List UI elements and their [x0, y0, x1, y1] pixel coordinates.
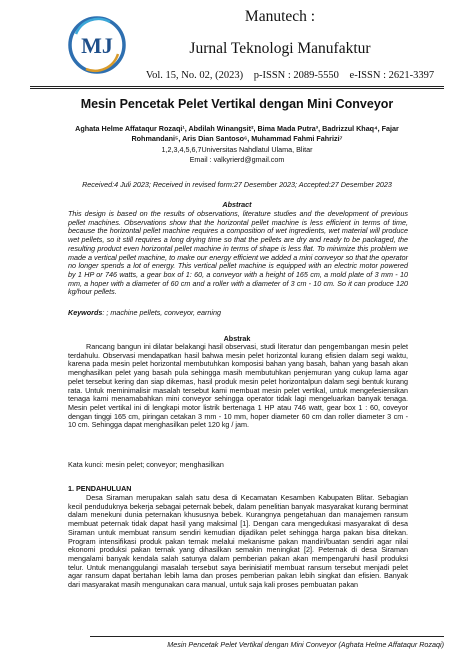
journal-title: Jurnal Teknologi Manufaktur [189, 40, 371, 57]
abstrak-heading: Abstrak [223, 334, 251, 343]
journal-name: Manutech : [244, 8, 316, 25]
keywords-line [68, 308, 408, 317]
paper-title: Mesin Pencetak Pelet Vertikal dengan Mini Conveyor [80, 97, 394, 111]
abstrak-text: Rancang bangun ini dilatar belakangi hasil observasi, studi literatur dan pengembangan mesin pelet terdahulu. Observasi mendapatkan hasil bahwa mesin pelet horizontal kurang efisien dalam segi waktu, karena pada mesin pelet horizontal membutuhkan komposisi bahan yang basah, bahan yang basah akan menghasilkan pelet yang basah pula sehingga masih membutuhkan penjemuran yang cukup lama agar pelet tersebut kering dan siap dikemas, hasil produk mesin pelet horizontalpun dalam segi bentuk kurang rata. Untuk meminimalisir masalah tersebut kami membuat mesin pelet vertikal, untuk mengefesiensikan tenaga kami menamabahkan mini conveyor sehingga operator tidak lagi mengeluarkan banyak tenaga. Mesin pelet vertikal ini di lengkapi motor listrik bertenaga 1 HP atau 746 watt, gear box 1 : 60, coveyor dengan tinggi 165 cm, piringan cetakan 3 mm - 10 mm, hoper diameter 60 cm dan roller diameter 3 cm - 10 cm. Sehingga dapat menghasilkan pelet 120 kg / jam. [68, 342, 408, 430]
affiliation: 1,2,3,4,5,6,7Universitas Nahdlatul Ulama, Blitar [161, 145, 313, 154]
section-text-pendahuluan: Desa Siraman merupakan salah satu desa di Kecamatan Kesamben Kabupaten Blitar. Sebagian kecil penduduknya bekerja sebagai peternak bebek, dalam penelitian banyak masyarakat kurang berminat dalam menekuni dunia peternakan khususnya bebek. Kurangnya pengetahuan dan manajemen ransum membuat peternak tidak dapat hasil yang maksimal [1]. Dengan cara mengedukasi masyarakat di desa Siraman untuk membuat ransum sendiri kemudian dijadikan pelet sehingga harga pakan bisa ditekan. Program intensifikasi produk pakan ternak melalui mekanisme pakan mandiri/buatan sendiri agar nilai ekonomi produksi pakan ternak yang dihasilkan semakin meningkat [2]. Peternak di desa Siraman mengalami banyak kendala salah satunya dalam pemberian pakan akan mempengaruhi hasil produksi telur. Untuk menanggulangi masalah tersebut saya berinisiatif membuat ransum tersebut menjadi pelet agar ransum dapat bertahan lebih lama dan proses pemberian pakan lebih singkat dan efisien. Banyak dari masyarakat masih mengunakan cara manual, untuk saja kali proses pembuatan pakan [68, 493, 408, 590]
section-heading-pendahuluan: 1. PENDAHULUAN [68, 484, 132, 493]
submission-dates: Received:4 Juli 2023; Received in revised form:27 Desember 2023; Accepted:27 Desember 2023 [82, 180, 392, 189]
journal-issue-line [130, 70, 450, 82]
author-line-1: Aghata Helme Affataqur Rozaqi¹, Abdilah Winangsit², Bima Mada Putra³, Badrizzul Khaq⁴, Fajar [75, 124, 399, 133]
journal-logo-icon [66, 14, 128, 76]
header-divider-second [30, 88, 444, 89]
email-address: Email : valkyrierd@gmail.com [189, 155, 285, 164]
keywords-text: : ; machine pellets, conveyor, earning [102, 308, 222, 317]
journal-pissn: p-ISSN : 2089-5550 [253, 70, 339, 81]
header-divider [30, 86, 444, 87]
author-list [52, 124, 422, 144]
keywords-label: Keywords [68, 308, 103, 317]
abstract-heading: Abstract [222, 200, 252, 209]
kata-kunci-line: Kata kunci: mesin pelet; conveyor; menghasilkan [68, 460, 224, 469]
abstract-text: This design is based on the results of observations, literature studies and the development of previous pellet machines. Observations show that the horizontal pellet machine is less efficient in terms of time, because the horizontal pellet machine requires a composition of wet ingredients, wet material will produce wet pellets, so it still requires a long drying time so that the pellets are dry and ready to be packaged, the resulting product even horizontal pellet machine in terms of shape is less flat. To minimize this problem we made a vertical pellet machine, to make our energy efficient we added a mini conveyor so that the operator no longer spends a lot of energy. This vertical pellet machine is equipped with an electric motor powered by 1 HP or 746 watts, a gear box of 1: 60, a conveyor with a height of 165 cm, a mold plate of 3 mm - 10 mm, a hoper with a diameter of 60 cm and a roller with a diameter of 3 cm - 10 cm. So it can produce 120 kg/hour pellets. [68, 209, 408, 297]
footer-divider [90, 636, 444, 637]
running-footer: Mesin Pencetak Pelet Vertikal dengan Mini Conveyor (Aghata Helme Affataqur Rozaqi) [167, 640, 444, 649]
journal-volume: Vol. 15, No. 02, (2023) [145, 70, 244, 81]
journal-logo [66, 14, 128, 76]
journal-eissn: e-ISSN : 2621-3397 [349, 70, 435, 81]
author-line-2: Rohmandani⁵, Aris Dian Santoso⁶, Muhammad Fahmi Fahrizi⁷ [131, 134, 343, 143]
svg-text:MJ: MJ [81, 33, 113, 58]
